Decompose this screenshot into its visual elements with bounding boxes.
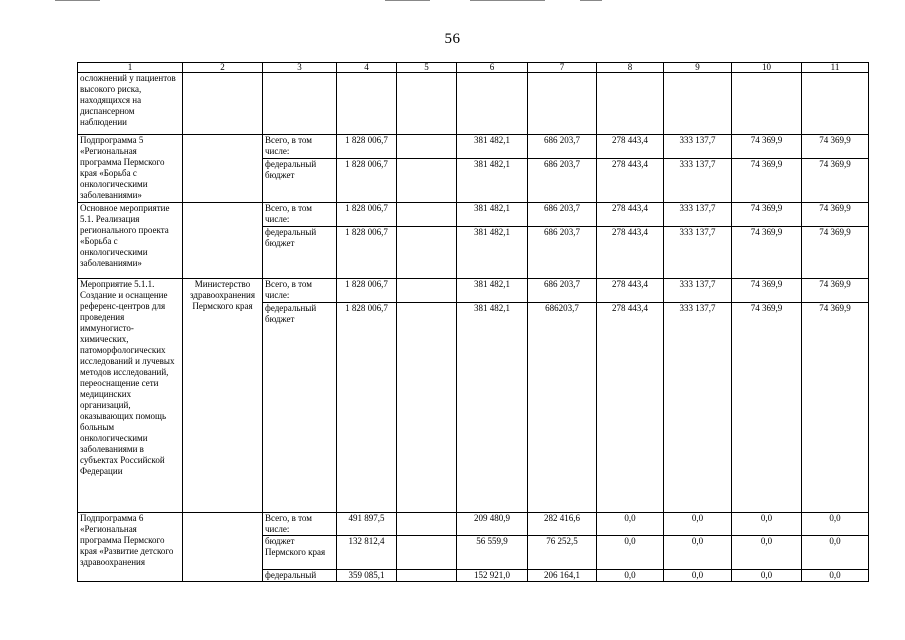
value-cell: 381 482,1 bbox=[457, 279, 528, 303]
value-cell bbox=[397, 135, 457, 159]
value-cell: 686 203,7 bbox=[528, 135, 597, 159]
value-cell: 333 137,7 bbox=[664, 159, 732, 203]
value-cell: 381 482,1 bbox=[457, 203, 528, 227]
table-row bbox=[78, 279, 869, 303]
value-cell: 278 443,4 bbox=[597, 135, 664, 159]
value-cell: 278 443,4 bbox=[597, 279, 664, 303]
value-cell: 381 482,1 bbox=[457, 135, 528, 159]
value-cell bbox=[397, 536, 457, 570]
value-cell: 74 369,9 bbox=[802, 303, 869, 513]
event-name-cell: осложнений у пациентов высокого риска, находящихся на диспансерном наблюдении bbox=[78, 73, 183, 135]
value-cell: 381 482,1 bbox=[457, 227, 528, 279]
value-cell: 381 482,1 bbox=[457, 303, 528, 513]
table-row bbox=[78, 73, 869, 135]
column-number: 11 bbox=[802, 63, 869, 73]
value-cell: 74 369,9 bbox=[732, 303, 802, 513]
value-cell: 74 369,9 bbox=[732, 135, 802, 159]
value-cell: 0,0 bbox=[664, 570, 732, 582]
value-cell: 74 369,9 bbox=[802, 203, 869, 227]
value-cell: 56 559,9 bbox=[457, 536, 528, 570]
page-number: 56 bbox=[444, 31, 461, 47]
value-cell: 278 443,4 bbox=[597, 303, 664, 513]
value-cell: 333 137,7 bbox=[664, 135, 732, 159]
value-cell: 209 480,9 bbox=[457, 513, 528, 536]
empty-cell bbox=[732, 73, 802, 135]
value-cell: 1 828 006,7 bbox=[337, 159, 397, 203]
value-cell bbox=[397, 513, 457, 536]
value-cell bbox=[397, 227, 457, 279]
event-name-cell: Подпрограмма 5 «Региональная программа Пермского края «Борьба с онкологическими заболеваниями» bbox=[78, 135, 183, 203]
value-cell: 74 369,9 bbox=[802, 135, 869, 159]
empty-cell bbox=[664, 73, 732, 135]
value-cell: 686 203,7 bbox=[528, 279, 597, 303]
budget-table bbox=[77, 62, 869, 582]
value-cell: 1 828 006,7 bbox=[337, 203, 397, 227]
empty-cell bbox=[397, 73, 457, 135]
value-cell: 1 828 006,7 bbox=[337, 279, 397, 303]
value-cell: 76 252,5 bbox=[528, 536, 597, 570]
value-cell: 686203,7 bbox=[528, 303, 597, 513]
source-label: Всего, в том числе: bbox=[263, 203, 337, 227]
value-cell: 0,0 bbox=[732, 570, 802, 582]
value-cell: 74 369,9 bbox=[802, 159, 869, 203]
column-number: 8 bbox=[597, 63, 664, 73]
event-name-cell: Основное мероприятие 5.1. Реализация регионального проекта «Борьба с онкологическими заболеваниями» bbox=[78, 203, 183, 279]
value-cell: 333 137,7 bbox=[664, 303, 732, 513]
empty-cell bbox=[802, 73, 869, 135]
value-cell: 333 137,7 bbox=[664, 279, 732, 303]
value-cell: 686 203,7 bbox=[528, 227, 597, 279]
value-cell: 74 369,9 bbox=[802, 227, 869, 279]
executor-cell bbox=[183, 513, 263, 582]
empty-cell bbox=[528, 73, 597, 135]
source-label: федеральный бюджет bbox=[263, 227, 337, 279]
source-label: Всего, в том числе: bbox=[263, 513, 337, 536]
value-cell: 491 897,5 bbox=[337, 513, 397, 536]
column-number: 5 bbox=[397, 63, 457, 73]
column-number: 7 bbox=[528, 63, 597, 73]
empty-cell bbox=[597, 73, 664, 135]
value-cell: 74 369,9 bbox=[732, 279, 802, 303]
empty-cell bbox=[337, 73, 397, 135]
value-cell: 0,0 bbox=[597, 536, 664, 570]
executor-cell bbox=[183, 135, 263, 203]
empty-cell bbox=[457, 73, 528, 135]
column-number: 6 bbox=[457, 63, 528, 73]
event-name-cell: Мероприятие 5.1.1. Создание и оснащение референс-центров для проведения иммуногисто-химических, патоморфологических исследований и лучевых методов исследований, переоснащение сети медицинских организаций, оказывающих помощь больным онкологическими заболеваниями в субъектах Российской Федерации bbox=[78, 279, 183, 513]
value-cell: 0,0 bbox=[732, 536, 802, 570]
value-cell: 0,0 bbox=[664, 513, 732, 536]
value-cell bbox=[397, 203, 457, 227]
value-cell: 278 443,4 bbox=[597, 203, 664, 227]
value-cell: 1 828 006,7 bbox=[337, 303, 397, 513]
value-cell: 74 369,9 bbox=[802, 279, 869, 303]
value-cell: 333 137,7 bbox=[664, 227, 732, 279]
value-cell bbox=[397, 570, 457, 582]
executor-cell bbox=[183, 73, 263, 135]
value-cell: 74 369,9 bbox=[732, 159, 802, 203]
value-cell: 359 085,1 bbox=[337, 570, 397, 582]
column-number-row bbox=[78, 63, 869, 73]
value-cell: 278 443,4 bbox=[597, 159, 664, 203]
value-cell: 686 203,7 bbox=[528, 159, 597, 203]
column-number: 3 bbox=[263, 63, 337, 73]
event-name-cell: Подпрограмма 6 «Региональная программа Пермского края «Развитие детского здравоохранения bbox=[78, 513, 183, 582]
value-cell: 74 369,9 bbox=[732, 227, 802, 279]
source-label: Всего, в том числе: bbox=[263, 135, 337, 159]
column-number: 9 bbox=[664, 63, 732, 73]
executor-cell bbox=[183, 203, 263, 279]
value-cell bbox=[397, 279, 457, 303]
column-number: 10 bbox=[732, 63, 802, 73]
source-label: федеральный bbox=[263, 570, 337, 582]
source-label: бюджет Пермского края bbox=[263, 536, 337, 570]
executor-cell: Министерство здравоохранения Пермского края bbox=[183, 279, 263, 513]
value-cell: 0,0 bbox=[597, 570, 664, 582]
value-cell: 0,0 bbox=[802, 570, 869, 582]
value-cell: 282 416,6 bbox=[528, 513, 597, 536]
value-cell: 206 164,1 bbox=[528, 570, 597, 582]
value-cell: 0,0 bbox=[732, 513, 802, 536]
source-label: Всего, в том числе: bbox=[263, 279, 337, 303]
empty-cell bbox=[263, 73, 337, 135]
value-cell: 132 812,4 bbox=[337, 536, 397, 570]
column-number: 2 bbox=[183, 63, 263, 73]
value-cell: 152 921,0 bbox=[457, 570, 528, 582]
table-row bbox=[78, 203, 869, 227]
value-cell: 0,0 bbox=[802, 513, 869, 536]
source-label: федеральный бюджет bbox=[263, 159, 337, 203]
value-cell: 1 828 006,7 bbox=[337, 227, 397, 279]
source-label: федеральный бюджет bbox=[263, 303, 337, 513]
value-cell: 278 443,4 bbox=[597, 227, 664, 279]
value-cell: 74 369,9 bbox=[732, 203, 802, 227]
value-cell bbox=[397, 159, 457, 203]
value-cell: 0,0 bbox=[597, 513, 664, 536]
value-cell: 381 482,1 bbox=[457, 159, 528, 203]
value-cell: 0,0 bbox=[802, 536, 869, 570]
value-cell: 1 828 006,7 bbox=[337, 135, 397, 159]
table-row bbox=[78, 135, 869, 159]
value-cell bbox=[397, 303, 457, 513]
value-cell: 333 137,7 bbox=[664, 203, 732, 227]
value-cell: 686 203,7 bbox=[528, 203, 597, 227]
column-number: 1 bbox=[78, 63, 183, 73]
column-number: 4 bbox=[337, 63, 397, 73]
value-cell: 0,0 bbox=[664, 536, 732, 570]
table-row bbox=[78, 513, 869, 536]
